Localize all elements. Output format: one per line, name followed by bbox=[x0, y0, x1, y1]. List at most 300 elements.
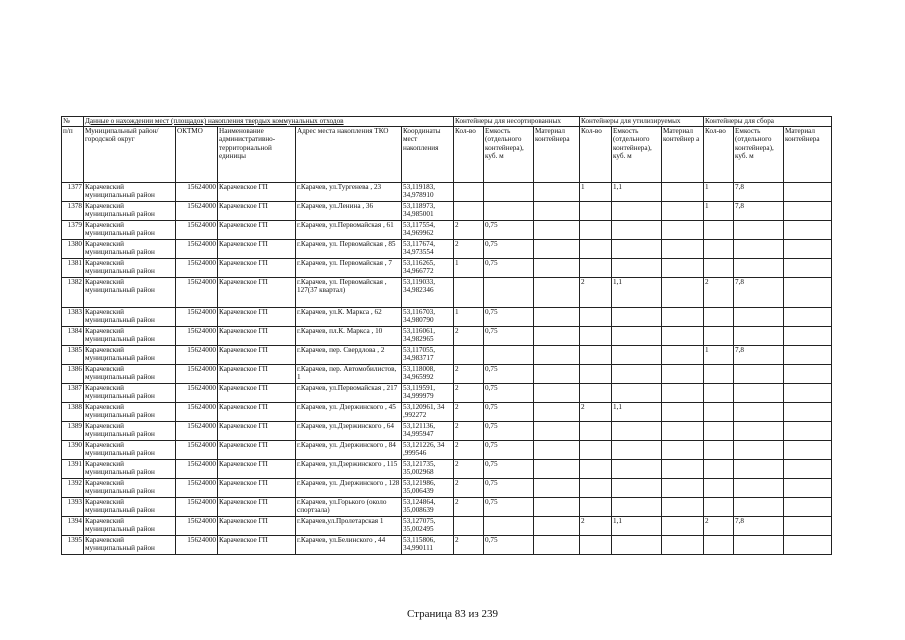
collect-capacity-cell: 7,8 bbox=[734, 346, 784, 365]
collect-count-cell bbox=[704, 221, 734, 240]
recycled-count-cell bbox=[580, 202, 612, 221]
municipality-cell: Карачевский муниципальный район bbox=[84, 422, 176, 441]
municipality-cell: Карачевский муниципальный район bbox=[84, 346, 176, 365]
unsorted-count-cell bbox=[454, 202, 484, 221]
collect-capacity-cell bbox=[734, 422, 784, 441]
unsorted-capacity-cell: 0,75 bbox=[484, 259, 534, 278]
row-number: 1389 bbox=[62, 422, 84, 441]
header-no-bottom: п/п bbox=[62, 127, 84, 183]
address-cell: г.Карачев, ул.Дзержинского , 64 bbox=[296, 422, 402, 441]
recycled-capacity-cell bbox=[612, 536, 662, 555]
admin-unit-cell: Карачевское ГП bbox=[218, 517, 296, 536]
collect-count-cell bbox=[704, 498, 734, 517]
unsorted-capacity-cell bbox=[484, 183, 534, 202]
unsorted-capacity-cell: 0,75 bbox=[484, 536, 534, 555]
row-number: 1387 bbox=[62, 384, 84, 403]
table-row bbox=[62, 498, 832, 517]
table-row bbox=[62, 536, 832, 555]
municipality-cell: Карачевский муниципальный район bbox=[84, 479, 176, 498]
coords-cell: 53,116061, 34,982965 bbox=[402, 327, 454, 346]
recycled-material-cell bbox=[662, 422, 704, 441]
collect-material-cell bbox=[784, 202, 832, 221]
collect-count-cell bbox=[704, 403, 734, 422]
coords-cell: 53,120961, 34 ,992272 bbox=[402, 403, 454, 422]
recycled-capacity-cell bbox=[612, 308, 662, 327]
unsorted-capacity-cell: 0,75 bbox=[484, 498, 534, 517]
municipality-cell: Карачевский муниципальный район bbox=[84, 308, 176, 327]
table-row bbox=[62, 422, 832, 441]
recycled-capacity-cell bbox=[612, 346, 662, 365]
recycled-material-cell bbox=[662, 278, 704, 308]
header-unsorted-capacity: Емкость (отдельного контейнера), куб. м bbox=[484, 127, 534, 183]
header-recycled-count: Кол-во bbox=[580, 127, 612, 183]
recycled-count-cell: 2 bbox=[580, 403, 612, 422]
collect-capacity-cell bbox=[734, 240, 784, 259]
unsorted-material-cell bbox=[534, 240, 580, 259]
municipality-cell: Карачевский муниципальный район bbox=[84, 460, 176, 479]
address-cell: г.Карачев,ул.Пролетарская 1 bbox=[296, 517, 402, 536]
collect-material-cell bbox=[784, 517, 832, 536]
unsorted-count-cell: 2 bbox=[454, 327, 484, 346]
recycled-capacity-cell bbox=[612, 327, 662, 346]
oktmo-cell: 15624000 bbox=[176, 479, 218, 498]
unsorted-capacity-cell: 0,75 bbox=[484, 403, 534, 422]
unsorted-count-cell: 2 bbox=[454, 384, 484, 403]
recycled-capacity-cell bbox=[612, 460, 662, 479]
header-oktmo: ОКТМО bbox=[176, 127, 218, 183]
collect-count-cell: 2 bbox=[704, 517, 734, 536]
coords-cell: 53,119591, 34,999979 bbox=[402, 384, 454, 403]
unsorted-capacity-cell: 0,75 bbox=[484, 441, 534, 460]
header-unsorted-material: Материал контейнера bbox=[534, 127, 580, 183]
unsorted-count-cell: 1 bbox=[454, 308, 484, 327]
waste-sites-table bbox=[61, 116, 832, 555]
collect-capacity-cell bbox=[734, 460, 784, 479]
municipality-cell: Карачевский муниципальный район bbox=[84, 384, 176, 403]
recycled-capacity-cell bbox=[612, 365, 662, 384]
collect-capacity-cell bbox=[734, 384, 784, 403]
coords-cell: 53,119183, 34,978910 bbox=[402, 183, 454, 202]
address-cell: г.Карачев, ул.Первомайская , 61 bbox=[296, 221, 402, 240]
municipality-cell: Карачевский муниципальный район bbox=[84, 221, 176, 240]
unsorted-count-cell: 1 bbox=[454, 259, 484, 278]
address-cell: г.Карачев, ул. Дзержинского , 128 bbox=[296, 479, 402, 498]
unsorted-material-cell bbox=[534, 403, 580, 422]
admin-unit-cell: Карачевское ГП bbox=[218, 240, 296, 259]
collect-capacity-cell bbox=[734, 365, 784, 384]
collect-capacity-cell bbox=[734, 221, 784, 240]
header-recycled-material: Материал контейнер а bbox=[662, 127, 704, 183]
oktmo-cell: 15624000 bbox=[176, 221, 218, 240]
recycled-capacity-cell: 1,1 bbox=[612, 278, 662, 308]
admin-unit-cell: Карачевское ГП bbox=[218, 365, 296, 384]
unsorted-material-cell bbox=[534, 327, 580, 346]
row-number: 1390 bbox=[62, 441, 84, 460]
coords-cell: 53,124864, 35,008639 bbox=[402, 498, 454, 517]
recycled-material-cell bbox=[662, 221, 704, 240]
row-number: 1385 bbox=[62, 346, 84, 365]
municipality-cell: Карачевский муниципальный район bbox=[84, 259, 176, 278]
admin-unit-cell: Карачевское ГП bbox=[218, 183, 296, 202]
collect-capacity-cell bbox=[734, 536, 784, 555]
unsorted-capacity-cell: 0,75 bbox=[484, 365, 534, 384]
collect-capacity-cell bbox=[734, 259, 784, 278]
header-collect-capacity: Емкость (отдельного контейнера), куб. м bbox=[734, 127, 784, 183]
collect-capacity-cell bbox=[734, 308, 784, 327]
admin-unit-cell: Карачевское ГП bbox=[218, 259, 296, 278]
collect-capacity-cell: 7,8 bbox=[734, 202, 784, 221]
table-row bbox=[62, 384, 832, 403]
unsorted-material-cell bbox=[534, 221, 580, 240]
unsorted-count-cell: 2 bbox=[454, 365, 484, 384]
collect-material-cell bbox=[784, 479, 832, 498]
admin-unit-cell: Карачевское ГП bbox=[218, 278, 296, 308]
address-cell: г.Карачев, ул.Белинского , 44 bbox=[296, 536, 402, 555]
recycled-count-cell bbox=[580, 259, 612, 278]
municipality-cell: Карачевский муниципальный район bbox=[84, 403, 176, 422]
unsorted-count-cell bbox=[454, 346, 484, 365]
collect-material-cell bbox=[784, 278, 832, 308]
address-cell: г.Карачев, ул.Первомайская , 217 bbox=[296, 384, 402, 403]
recycled-material-cell bbox=[662, 498, 704, 517]
recycled-count-cell bbox=[580, 221, 612, 240]
collect-material-cell bbox=[784, 259, 832, 278]
recycled-material-cell bbox=[662, 536, 704, 555]
row-number: 1395 bbox=[62, 536, 84, 555]
row-number: 1382 bbox=[62, 278, 84, 308]
table-row bbox=[62, 221, 832, 240]
page-number: Страница 83 из 239 bbox=[406, 608, 499, 620]
row-number: 1381 bbox=[62, 259, 84, 278]
collect-capacity-cell bbox=[734, 327, 784, 346]
table-row bbox=[62, 308, 832, 327]
address-cell: г.Карачев, ул. Дзержинского , 84 bbox=[296, 441, 402, 460]
row-number: 1384 bbox=[62, 327, 84, 346]
collect-material-cell bbox=[784, 183, 832, 202]
admin-unit-cell: Карачевское ГП bbox=[218, 498, 296, 517]
row-number: 1383 bbox=[62, 308, 84, 327]
collect-count-cell: 1 bbox=[704, 346, 734, 365]
municipality-cell: Карачевский муниципальный район bbox=[84, 202, 176, 221]
recycled-capacity-cell bbox=[612, 240, 662, 259]
row-number: 1378 bbox=[62, 202, 84, 221]
coords-cell: 53,119033, 34,982346 bbox=[402, 278, 454, 308]
collect-material-cell bbox=[784, 365, 832, 384]
admin-unit-cell: Карачевское ГП bbox=[218, 202, 296, 221]
address-cell: г.Карачев, ул.К. Маркса , 62 bbox=[296, 308, 402, 327]
oktmo-cell: 15624000 bbox=[176, 441, 218, 460]
address-cell: г.Карачев, ул. Первомайская , 85 bbox=[296, 240, 402, 259]
coords-cell: 53,117674, 34,973554 bbox=[402, 240, 454, 259]
address-cell: г.Карачев, пер. Свердлова , 2 bbox=[296, 346, 402, 365]
table-row bbox=[62, 441, 832, 460]
unsorted-capacity-cell: 0,75 bbox=[484, 327, 534, 346]
collect-capacity-cell: 7,8 bbox=[734, 183, 784, 202]
unsorted-capacity-cell bbox=[484, 202, 534, 221]
unsorted-capacity-cell: 0,75 bbox=[484, 221, 534, 240]
row-number: 1386 bbox=[62, 365, 84, 384]
unsorted-material-cell bbox=[534, 479, 580, 498]
admin-unit-cell: Карачевское ГП bbox=[218, 221, 296, 240]
table-row bbox=[62, 403, 832, 422]
coords-cell: 53,115806, 34,990111 bbox=[402, 536, 454, 555]
recycled-material-cell bbox=[662, 202, 704, 221]
recycled-capacity-cell bbox=[612, 202, 662, 221]
collect-count-cell bbox=[704, 365, 734, 384]
collect-material-cell bbox=[784, 498, 832, 517]
collect-material-cell bbox=[784, 240, 832, 259]
collect-capacity-cell: 7,8 bbox=[734, 278, 784, 308]
recycled-capacity-cell bbox=[612, 479, 662, 498]
unsorted-material-cell bbox=[534, 202, 580, 221]
collect-count-cell bbox=[704, 240, 734, 259]
municipality-cell: Карачевский муниципальный район bbox=[84, 517, 176, 536]
recycled-count-cell bbox=[580, 346, 612, 365]
recycled-count-cell bbox=[580, 479, 612, 498]
unsorted-material-cell bbox=[534, 308, 580, 327]
recycled-count-cell bbox=[580, 308, 612, 327]
address-cell: г.Карачев, ул. Первомайская , 127(37 квартал) bbox=[296, 278, 402, 308]
unsorted-material-cell bbox=[534, 365, 580, 384]
collect-material-cell bbox=[784, 346, 832, 365]
unsorted-material-cell bbox=[534, 384, 580, 403]
unsorted-material-cell bbox=[534, 498, 580, 517]
coords-cell: 53,116265, 34,966772 bbox=[402, 259, 454, 278]
address-cell: г.Карачев, пл.К. Маркса , 10 bbox=[296, 327, 402, 346]
address-cell: г.Карачев, ул. Первомайская , 7 bbox=[296, 259, 402, 278]
header-group-recycled: Контейнеры для утилизируемых bbox=[580, 117, 704, 127]
collect-material-cell bbox=[784, 221, 832, 240]
row-number: 1393 bbox=[62, 498, 84, 517]
recycled-material-cell bbox=[662, 365, 704, 384]
oktmo-cell: 15624000 bbox=[176, 240, 218, 259]
recycled-count-cell bbox=[580, 384, 612, 403]
unsorted-count-cell: 2 bbox=[454, 479, 484, 498]
recycled-count-cell bbox=[580, 365, 612, 384]
table-row bbox=[62, 365, 832, 384]
table-row bbox=[62, 517, 832, 536]
recycled-count-cell: 1 bbox=[580, 183, 612, 202]
recycled-material-cell bbox=[662, 346, 704, 365]
coords-cell: 53,116703, 34,980790 bbox=[402, 308, 454, 327]
admin-unit-cell: Карачевское ГП bbox=[218, 346, 296, 365]
recycled-capacity-cell bbox=[612, 221, 662, 240]
table-row bbox=[62, 202, 832, 221]
unsorted-capacity-cell bbox=[484, 517, 534, 536]
oktmo-cell: 15624000 bbox=[176, 308, 218, 327]
recycled-count-cell: 2 bbox=[580, 278, 612, 308]
collect-count-cell bbox=[704, 460, 734, 479]
collect-capacity-cell bbox=[734, 441, 784, 460]
unsorted-material-cell bbox=[534, 460, 580, 479]
collect-count-cell bbox=[704, 259, 734, 278]
collect-material-cell bbox=[784, 441, 832, 460]
oktmo-cell: 15624000 bbox=[176, 365, 218, 384]
recycled-material-cell bbox=[662, 240, 704, 259]
collect-count-cell bbox=[704, 441, 734, 460]
table-row bbox=[62, 327, 832, 346]
recycled-material-cell bbox=[662, 308, 704, 327]
municipality-cell: Карачевский муниципальный район bbox=[84, 498, 176, 517]
admin-unit-cell: Карачевское ГП bbox=[218, 327, 296, 346]
municipality-cell: Карачевский муниципальный район bbox=[84, 441, 176, 460]
header-collect-count: Кол-во bbox=[704, 127, 734, 183]
admin-unit-cell: Карачевское ГП bbox=[218, 441, 296, 460]
header-group-collect: Контейнеры для сбора bbox=[704, 117, 832, 127]
recycled-material-cell bbox=[662, 327, 704, 346]
collect-capacity-cell: 7,8 bbox=[734, 517, 784, 536]
table-row bbox=[62, 278, 832, 308]
recycled-capacity-cell bbox=[612, 441, 662, 460]
unsorted-count-cell bbox=[454, 183, 484, 202]
recycled-capacity-cell bbox=[612, 422, 662, 441]
table-row bbox=[62, 259, 832, 278]
coords-cell: 53,118973, 34,985001 bbox=[402, 202, 454, 221]
row-number: 1392 bbox=[62, 479, 84, 498]
header-address: Адрес места накопления ТКО bbox=[296, 127, 402, 183]
collect-material-cell bbox=[784, 460, 832, 479]
unsorted-capacity-cell: 0,75 bbox=[484, 460, 534, 479]
header-no-top: № bbox=[62, 117, 84, 127]
unsorted-capacity-cell: 0,75 bbox=[484, 479, 534, 498]
recycled-capacity-cell bbox=[612, 384, 662, 403]
collect-material-cell bbox=[784, 308, 832, 327]
table-row bbox=[62, 240, 832, 259]
row-number: 1377 bbox=[62, 183, 84, 202]
recycled-count-cell bbox=[580, 441, 612, 460]
collect-material-cell bbox=[784, 536, 832, 555]
collect-material-cell bbox=[784, 327, 832, 346]
coords-cell: 53,127075, 35,002495 bbox=[402, 517, 454, 536]
recycled-material-cell bbox=[662, 183, 704, 202]
address-cell: г.Карачев, ул.Тургенева , 23 bbox=[296, 183, 402, 202]
collect-count-cell bbox=[704, 308, 734, 327]
unsorted-count-cell bbox=[454, 517, 484, 536]
oktmo-cell: 15624000 bbox=[176, 517, 218, 536]
oktmo-cell: 15624000 bbox=[176, 384, 218, 403]
unsorted-count-cell: 2 bbox=[454, 441, 484, 460]
recycled-capacity-cell: 1,1 bbox=[612, 517, 662, 536]
recycled-material-cell bbox=[662, 441, 704, 460]
recycled-capacity-cell: 1,1 bbox=[612, 403, 662, 422]
unsorted-count-cell: 2 bbox=[454, 422, 484, 441]
coords-cell: 53,121136, 34,995947 bbox=[402, 422, 454, 441]
recycled-material-cell bbox=[662, 460, 704, 479]
admin-unit-cell: Карачевское ГП bbox=[218, 460, 296, 479]
recycled-capacity-cell bbox=[612, 259, 662, 278]
coords-cell: 53,117554, 34,969962 bbox=[402, 221, 454, 240]
oktmo-cell: 15624000 bbox=[176, 403, 218, 422]
municipality-cell: Карачевский муниципальный район bbox=[84, 278, 176, 308]
collect-count-cell: 1 bbox=[704, 183, 734, 202]
address-cell: г.Карачев, ул.Дзержинского , 115 bbox=[296, 460, 402, 479]
unsorted-material-cell bbox=[534, 346, 580, 365]
unsorted-material-cell bbox=[534, 517, 580, 536]
admin-unit-cell: Карачевское ГП bbox=[218, 422, 296, 441]
recycled-material-cell bbox=[662, 517, 704, 536]
oktmo-cell: 15624000 bbox=[176, 259, 218, 278]
recycled-count-cell: 2 bbox=[580, 517, 612, 536]
recycled-count-cell bbox=[580, 460, 612, 479]
registry-sheet bbox=[61, 116, 831, 555]
unsorted-count-cell: 2 bbox=[454, 403, 484, 422]
admin-unit-cell: Карачевское ГП bbox=[218, 308, 296, 327]
unsorted-material-cell bbox=[534, 183, 580, 202]
unsorted-capacity-cell: 0,75 bbox=[484, 384, 534, 403]
collect-material-cell bbox=[784, 384, 832, 403]
header-admin-unit: Наименование административно-территориальной единицы bbox=[218, 127, 296, 183]
recycled-material-cell bbox=[662, 384, 704, 403]
municipality-cell: Карачевский муниципальный район bbox=[84, 365, 176, 384]
recycled-material-cell bbox=[662, 403, 704, 422]
header-municipality: Муниципальный район/городской округ bbox=[84, 127, 176, 183]
collect-material-cell bbox=[784, 403, 832, 422]
recycled-count-cell bbox=[580, 327, 612, 346]
recycled-material-cell bbox=[662, 259, 704, 278]
table-body bbox=[62, 183, 832, 555]
coords-cell: 53,121735, 35,002968 bbox=[402, 460, 454, 479]
row-number: 1391 bbox=[62, 460, 84, 479]
coords-cell: 53,118008, 34,965992 bbox=[402, 365, 454, 384]
row-number: 1394 bbox=[62, 517, 84, 536]
header-group-unsorted: Контейнеры для несортированных bbox=[454, 117, 580, 127]
table-row bbox=[62, 460, 832, 479]
row-number: 1380 bbox=[62, 240, 84, 259]
unsorted-count-cell: 2 bbox=[454, 240, 484, 259]
municipality-cell: Карачевский муниципальный район bbox=[84, 536, 176, 555]
unsorted-count-cell: 2 bbox=[454, 221, 484, 240]
collect-count-cell bbox=[704, 422, 734, 441]
admin-unit-cell: Карачевское ГП bbox=[218, 536, 296, 555]
collect-count-cell: 1 bbox=[704, 202, 734, 221]
header-unsorted-count: Кол-во bbox=[454, 127, 484, 183]
oktmo-cell: 15624000 bbox=[176, 346, 218, 365]
oktmo-cell: 15624000 bbox=[176, 202, 218, 221]
unsorted-material-cell bbox=[534, 441, 580, 460]
oktmo-cell: 15624000 bbox=[176, 183, 218, 202]
oktmo-cell: 15624000 bbox=[176, 278, 218, 308]
collect-capacity-cell bbox=[734, 498, 784, 517]
header-recycled-capacity: Емкость (отдельного контейнера), куб. м bbox=[612, 127, 662, 183]
recycled-count-cell bbox=[580, 498, 612, 517]
address-cell: г.Карачев, пер. Автомобилистов, 1 bbox=[296, 365, 402, 384]
collect-count-cell bbox=[704, 479, 734, 498]
collect-count-cell: 2 bbox=[704, 278, 734, 308]
table-row bbox=[62, 183, 832, 202]
unsorted-material-cell bbox=[534, 422, 580, 441]
table-row bbox=[62, 346, 832, 365]
admin-unit-cell: Карачевское ГП bbox=[218, 403, 296, 422]
coords-cell: 53,117055, 34,983717 bbox=[402, 346, 454, 365]
unsorted-capacity-cell: 0,75 bbox=[484, 240, 534, 259]
admin-unit-cell: Карачевское ГП bbox=[218, 479, 296, 498]
table-row bbox=[62, 479, 832, 498]
unsorted-count-cell bbox=[454, 278, 484, 308]
header-location-group: Данные о нахождении мест (площадок) накопления твердых коммунальных отходов bbox=[84, 117, 454, 127]
municipality-cell: Карачевский муниципальный район bbox=[84, 327, 176, 346]
municipality-cell: Карачевский муниципальный район bbox=[84, 240, 176, 259]
unsorted-material-cell bbox=[534, 278, 580, 308]
address-cell: г.Карачев, ул.Ленина , 36 bbox=[296, 202, 402, 221]
header-coords: Координаты мест накопления bbox=[402, 127, 454, 183]
unsorted-count-cell: 2 bbox=[454, 536, 484, 555]
collect-count-cell bbox=[704, 327, 734, 346]
recycled-count-cell bbox=[580, 422, 612, 441]
oktmo-cell: 15624000 bbox=[176, 536, 218, 555]
oktmo-cell: 15624000 bbox=[176, 460, 218, 479]
admin-unit-cell: Карачевское ГП bbox=[218, 384, 296, 403]
oktmo-cell: 15624000 bbox=[176, 422, 218, 441]
